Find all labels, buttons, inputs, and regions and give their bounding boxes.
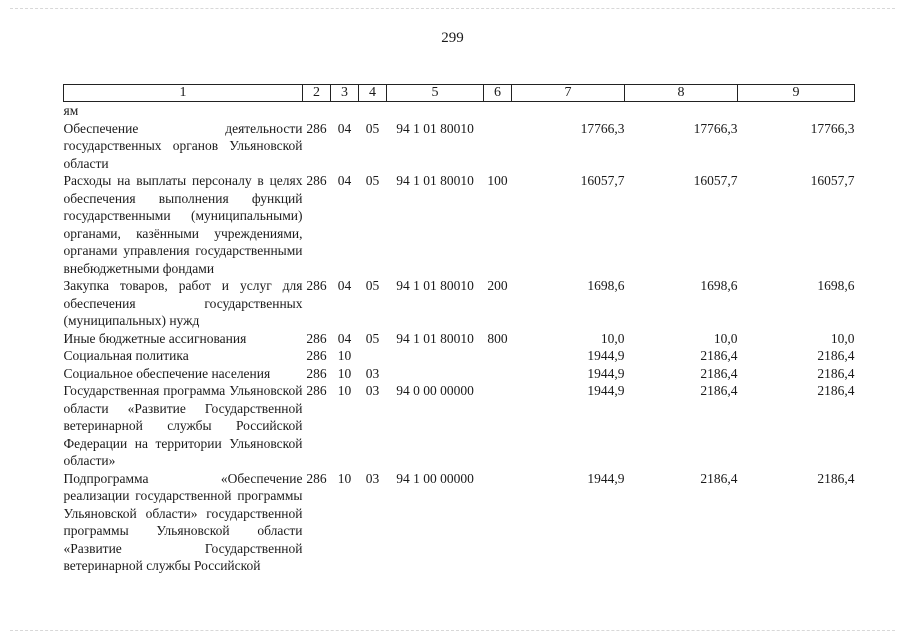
table-row	[64, 470, 855, 575]
row-ministry-code: 286	[306, 383, 327, 398]
row-expense-type	[484, 365, 512, 383]
header-cell: 5	[387, 85, 484, 102]
table-row	[64, 365, 855, 383]
row-name: Закупка товаров, работ и услуг для обеспечения государственных (муниципальных) нужд	[63, 278, 303, 328]
row-section-code: 04	[337, 278, 352, 293]
row-name: Обеспечение деятельности государственных органов Ульяновской области	[63, 120, 303, 171]
row-subsection-code: 05	[365, 278, 380, 293]
row-section-code: 10	[337, 365, 352, 381]
row-amount-9: 2186,4	[817, 365, 855, 381]
row-amount-7: 1698,6	[587, 278, 625, 293]
row-ministry-code: 286	[306, 173, 327, 188]
header-cell: 7	[512, 85, 625, 102]
row-section-code: 10	[337, 383, 352, 398]
row-amount-9: 2186,4	[817, 348, 855, 363]
row-section-code: 04	[337, 330, 352, 346]
row-name: Подпрограмма «Обеспечение реализации государственной программы Ульяновской области» государственной программы Ульяновской области «Развитие Государственной ветеринарной службы Российской	[63, 470, 303, 573]
row-name: Государственная программа Ульяновской области «Развитие Государственной ветеринарной службы Российской Федерации на территории Ульяновской области»	[63, 383, 303, 468]
row-ministry-code: 286	[306, 348, 327, 363]
row-target-code: 94 1 01 80010	[396, 173, 474, 188]
row-target-code: 94 1 01 80010	[396, 120, 474, 136]
table-row	[64, 347, 855, 365]
row-amount-9	[738, 102, 855, 120]
table-row	[64, 330, 855, 348]
row-ministry-code	[303, 102, 331, 120]
row-name: Расходы на выплаты персоналу в целях обеспечения выполнения функций государственными (муниципальными) органами, казёнными учреждениями, органами управления государственными внебюджетными фондами	[63, 173, 303, 276]
table-row	[64, 120, 855, 173]
row-ministry-code: 286	[306, 330, 327, 346]
row-expense-type: 200	[487, 278, 508, 293]
row-subsection-code	[359, 347, 387, 365]
row-ministry-code: 286	[306, 365, 327, 381]
scan-edge-top	[10, 8, 895, 9]
row-ministry-code: 286	[306, 120, 327, 136]
table-row	[64, 382, 855, 470]
row-name: ям	[63, 103, 79, 118]
row-amount-7: 16057,7	[580, 173, 625, 188]
row-name: Иные бюджетные ассигнования	[63, 330, 247, 346]
row-ministry-code: 286	[306, 470, 327, 486]
row-amount-7: 1944,9	[587, 470, 625, 486]
budget-table	[63, 84, 855, 575]
header-cell: 3	[331, 85, 359, 102]
row-amount-9: 17766,3	[810, 120, 855, 136]
row-amount-8: 17766,3	[693, 120, 738, 136]
row-target-code: 94 1 00 00000	[396, 470, 474, 486]
row-target-code	[387, 102, 484, 120]
row-target-code: 94 1 01 80010	[396, 330, 474, 346]
row-ministry-code: 286	[306, 278, 327, 293]
row-expense-type	[484, 120, 512, 173]
row-amount-8: 2186,4	[700, 348, 738, 363]
row-amount-9: 2186,4	[817, 470, 855, 486]
row-section-code: 04	[337, 173, 352, 188]
row-amount-9: 2186,4	[817, 383, 855, 398]
row-amount-8: 16057,7	[693, 173, 738, 188]
row-amount-9: 1698,6	[817, 278, 855, 293]
row-amount-7	[512, 102, 625, 120]
row-expense-type: 800	[487, 330, 508, 346]
row-expense-type: 100	[487, 173, 508, 188]
row-amount-7: 10,0	[600, 330, 625, 346]
row-target-code	[387, 365, 484, 383]
header-cell: 1	[64, 85, 303, 102]
row-amount-7: 1944,9	[587, 348, 625, 363]
row-section-code: 10	[337, 470, 352, 486]
row-target-code	[387, 347, 484, 365]
row-expense-type	[484, 347, 512, 365]
header-cell: 8	[625, 85, 738, 102]
row-subsection-code: 03	[365, 470, 380, 486]
row-section-code: 04	[337, 120, 352, 136]
row-amount-7: 1944,9	[587, 383, 625, 398]
table-row	[64, 172, 855, 277]
row-section-code	[331, 102, 359, 120]
row-amount-9: 10,0	[830, 330, 855, 346]
row-amount-8: 2186,4	[700, 470, 738, 486]
row-subsection-code: 03	[365, 383, 380, 398]
page-number: 299	[441, 30, 464, 46]
row-target-code: 94 1 01 80010	[396, 278, 474, 293]
row-target-code: 94 0 00 00000	[396, 383, 474, 398]
header-cell: 2	[303, 85, 331, 102]
row-amount-9: 16057,7	[810, 173, 855, 188]
row-subsection-code: 05	[365, 330, 380, 346]
table-row	[64, 277, 855, 330]
header-cell: 4	[359, 85, 387, 102]
row-section-code: 10	[337, 348, 352, 363]
header-row	[64, 85, 855, 102]
row-amount-8: 10,0	[713, 330, 738, 346]
row-name: Социальная политика	[63, 348, 189, 363]
row-name: Социальное обеспечение населения	[63, 365, 271, 381]
row-expense-type	[484, 382, 512, 470]
row-subsection-code	[359, 102, 387, 120]
row-amount-7: 1944,9	[587, 365, 625, 381]
row-expense-type	[484, 102, 512, 120]
row-subsection-code: 03	[365, 365, 380, 381]
row-subsection-code: 05	[365, 120, 380, 136]
row-amount-8	[625, 102, 738, 120]
row-amount-8: 2186,4	[700, 365, 738, 381]
scan-edge-bottom	[10, 630, 895, 631]
row-amount-8: 2186,4	[700, 383, 738, 398]
table-row	[64, 102, 855, 120]
row-expense-type	[484, 470, 512, 575]
header-cell: 9	[738, 85, 855, 102]
row-amount-8: 1698,6	[700, 278, 738, 293]
header-cell: 6	[484, 85, 512, 102]
row-amount-7: 17766,3	[580, 120, 625, 136]
row-subsection-code: 05	[365, 173, 380, 188]
